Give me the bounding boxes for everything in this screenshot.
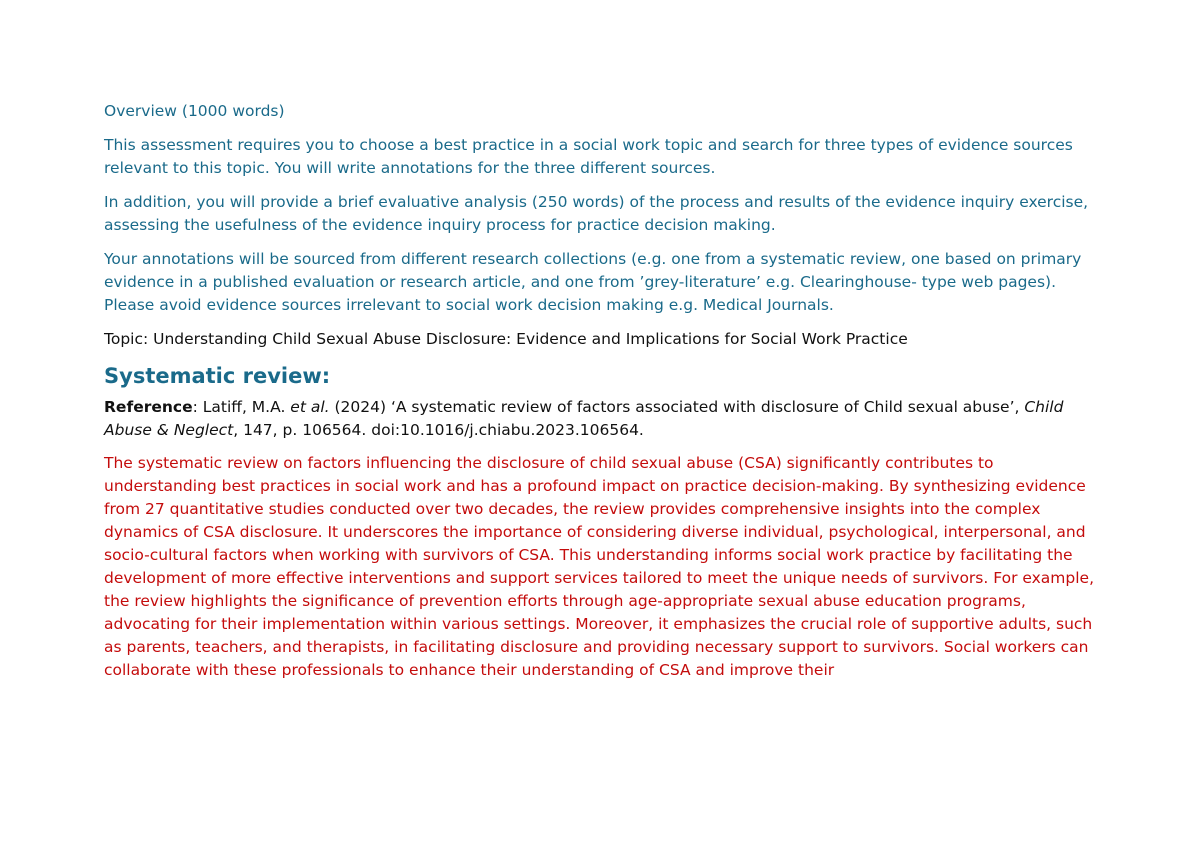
- topic-line: Topic: Understanding Child Sexual Abuse Disclosure: Evidence and Implications for Social Work Practice: [104, 330, 908, 348]
- reference-authors: : Latiff, M.A.: [192, 398, 291, 416]
- reference-details: , 147, p. 106564. doi:10.1016/j.chiabu.2023.106564.: [233, 421, 644, 439]
- overview-paragraph-2: In addition, you will provide a brief evaluative analysis (250 words) of the process and results of the evidence inquiry exercise, assessing the usefulness of the evidence inquiry process for practice decision making.: [104, 193, 1089, 234]
- reference-journal: Child Abuse & Neglect: [104, 398, 1064, 439]
- reference-etal: et al.: [290, 398, 330, 416]
- overview-paragraph-3: Your annotations will be sourced from different research collections (e.g. one from a systematic review, one based on primary evidence in a published evaluation or research article, and one from ’grey-literature’ e.g. Clearinghouse- type web pages). Please avoid evidence sources irrelevant to social work decision making e.g. Medical Journals.: [104, 250, 1082, 314]
- overview-paragraph-1: This assessment requires you to choose a best practice in a social work topic and search for three types of evidence sources relevant to this topic. You will write annotations for the three different sources.: [104, 136, 1073, 177]
- annotation-body: The systematic review on factors influencing the disclosure of child sexual abuse (CSA) significantly contributes to understanding best practices in social work and has a profound impact on practice decision-making. By synthesizing evidence from 27 quantitative studies conducted over two decades, the review provides comprehensive insights into the complex dynamics of CSA disclosure. It underscores the importance of considering diverse individual, psychological, interpersonal, and socio-cultural factors when working with survivors of CSA. This understanding informs social work practice by facilitating the development of more effective interventions and support services tailored to meet the unique needs of survivors. For example, the review highlights the significance of prevention efforts through age-appropriate sexual abuse education programs, advocating for their implementation within various settings. Moreover, it emphasizes the crucial role of supportive adults, such as parents, teachers, and therapists, in facilitating disclosure and providing necessary support to survivors. Social workers can collaborate with these professionals to enhance their understanding of CSA and improve their: [104, 454, 1095, 679]
- reference-citation: [104, 396, 1104, 442]
- section-heading: Systematic review:: [104, 364, 331, 388]
- reference-label: Reference: [104, 398, 193, 416]
- overview-title: Overview (1000 words): [104, 102, 285, 120]
- document-page: [104, 100, 1104, 682]
- reference-title: (2024) ‘A systematic review of factors associated with disclosure of Child sexual abuse’,: [329, 398, 1025, 416]
